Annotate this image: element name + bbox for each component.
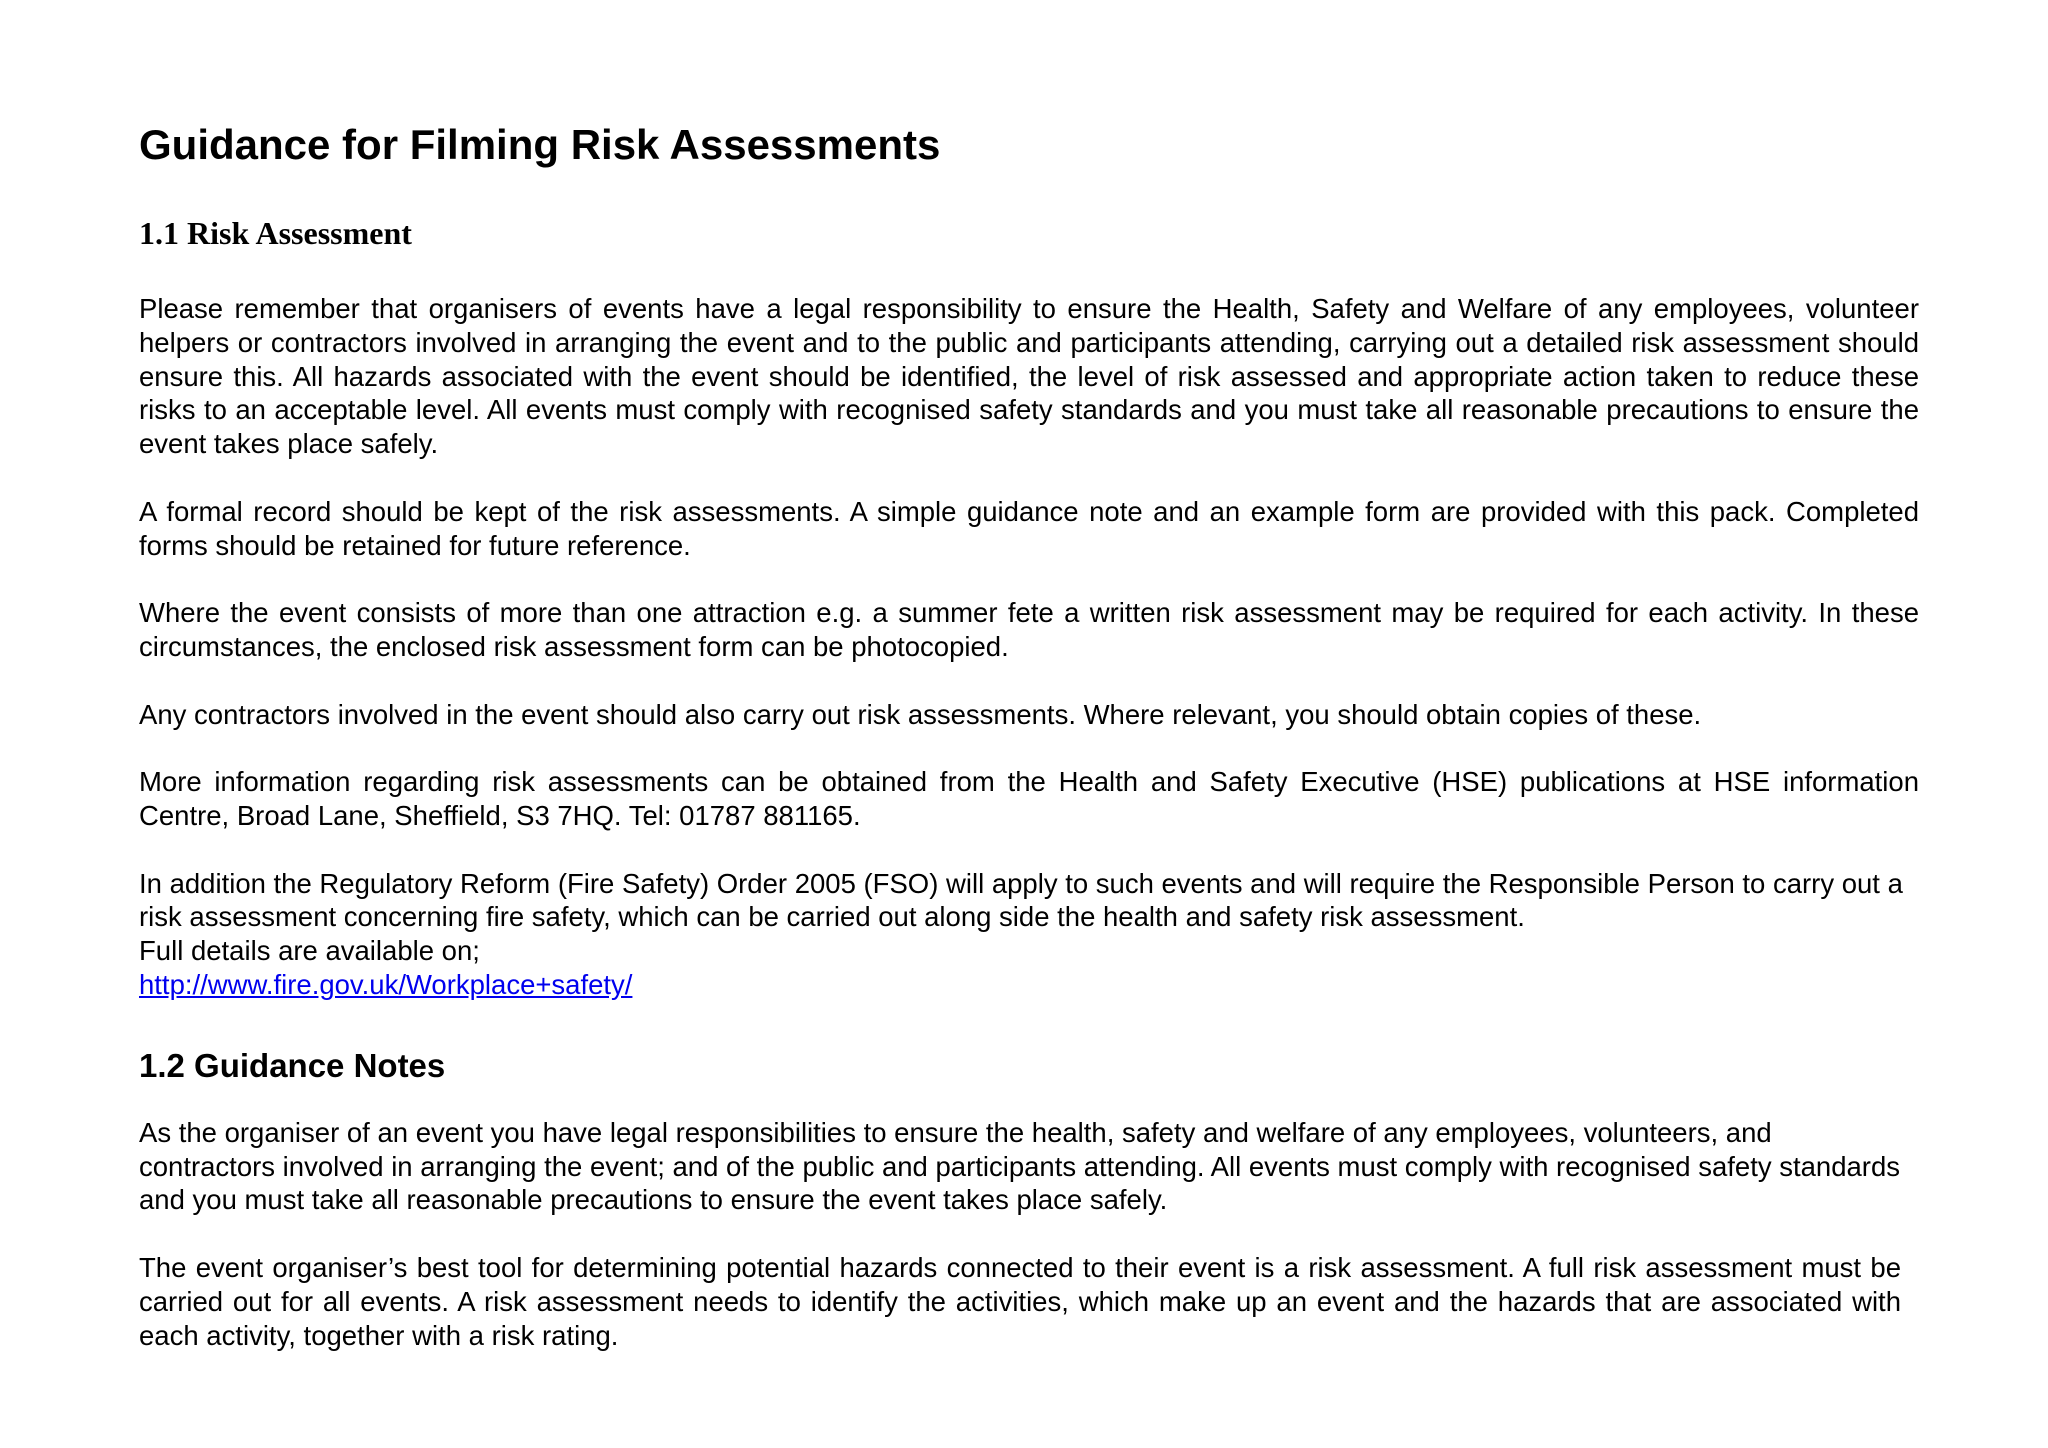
- paragraph-risk-assessment-tool: The event organiser’s best tool for determining potential hazards connected to their event is a risk assessment. A full risk assessment must be carried out for all events. A risk assessment needs to identify the activities, which make up an event and the hazards that are associated with each activity, together with a risk rating.: [139, 1251, 1901, 1351]
- section-heading-risk-assessment: 1.1 Risk Assessment: [139, 215, 412, 251]
- document-page: [139, 112, 1919, 1352]
- paragraph-formal-record: A formal record should be kept of the risk assessments. A simple guidance note and an example form are provided with this pack. Completed forms should be retained for future reference.: [139, 495, 1919, 561]
- paragraph-hse-information: More information regarding risk assessments can be obtained from the Health and Safety Executive (HSE) publications at HSE information Centre, Broad Lane, Sheffield, S3 7HQ. Tel: 01787 881165.: [139, 766, 1919, 831]
- paragraph-contractors: Any contractors involved in the event should also carry out risk assessments. Where relevant, you should obtain copies of these.: [139, 698, 1702, 730]
- section-heading-guidance-notes: 1.2 Guidance Notes: [139, 1046, 446, 1084]
- spacer: [139, 254, 1919, 292]
- spacer: [139, 833, 1919, 867]
- spacer: [139, 664, 1919, 698]
- spacer: [139, 1217, 1919, 1251]
- paragraph-organiser-responsibilities: As the organiser of an event you have legal responsibilities to ensure the health, safety and welfare of any employees, volunteers, and contractors involved in arranging the event; and of the public and participants attending. All events must comply with recognised safety standards and you must take all reasonable precautions to ensure the event takes place safely.: [139, 1116, 1901, 1216]
- document-title: Guidance for Filming Risk Assessments: [139, 121, 941, 168]
- spacer: [139, 461, 1919, 495]
- spacer: [139, 562, 1919, 596]
- paragraph-multiple-attractions: Where the event consists of more than one attraction e.g. a summer fete a written risk assessment may be required for each activity. In these circumstances, the enclosed risk assessment form can be photocopied.: [139, 597, 1919, 662]
- spacer: [139, 1002, 1919, 1044]
- paragraph-fire-safety-order: In addition the Regulatory Reform (Fire Safety) Order 2005 (FSO) will apply to such events and will require the Responsible Person to carry out a risk assessment concerning fire safety, which can be carried out along side the health and safety risk assessment.: [139, 867, 1903, 933]
- paragraph-legal-responsibility: Please remember that organisers of events have a legal responsibility to ensure the Health, Safety and Welfare of any employees, volunteer helpers or contractors involved in arranging the event and to the public and participants attending, carrying out a detailed risk assessment should ensure this. All hazards associated with the event should be identified, the level of risk assessed and appropriate action taken to reduce these risks to an acceptable level. All events must comply with recognised safety standards and you must take all reasonable precautions to ensure the event takes place safely.: [139, 293, 1919, 460]
- fire-safety-link[interactable]: http://www.fire.gov.uk/Workplace+safety/: [139, 968, 633, 1000]
- spacer: [139, 731, 1919, 765]
- spacer: [139, 1088, 1919, 1116]
- details-line: Full details are available on;: [139, 935, 480, 967]
